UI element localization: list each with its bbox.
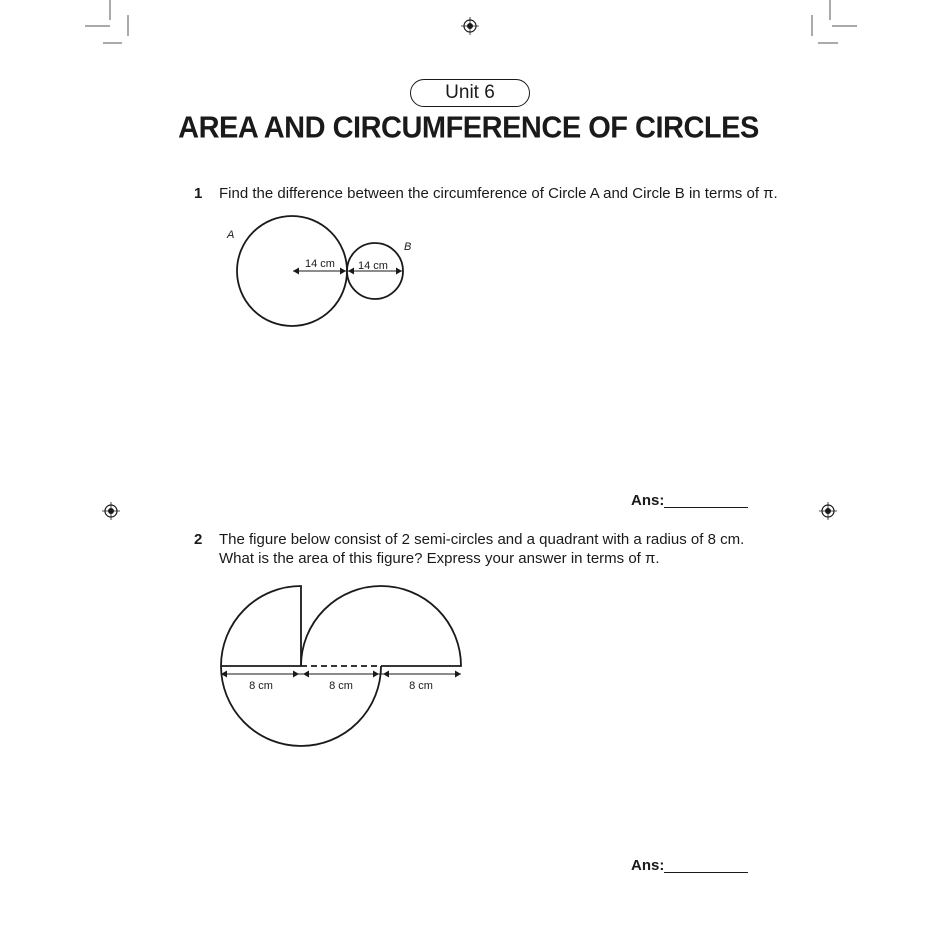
registration-mark-right <box>819 502 837 520</box>
arrowhead-icon <box>293 268 299 275</box>
question-1-figure <box>215 210 425 335</box>
page-title: AREA AND CIRCUMFERENCE OF CIRCLES <box>178 111 759 145</box>
diameter-b-label: 14 cm <box>358 260 388 272</box>
arrowhead-icon <box>383 671 389 678</box>
arrowhead-icon <box>293 671 299 678</box>
arrowhead-icon <box>348 268 354 275</box>
upper-semicircle <box>301 586 461 666</box>
arrowhead-icon <box>303 671 309 678</box>
arrowhead-icon <box>396 268 402 275</box>
question-2-answer-blank[interactable] <box>664 872 748 873</box>
question-1-answer-blank[interactable] <box>664 507 748 508</box>
question-1-text: Find the difference between the circumference of Circle A and Circle B in terms of π. <box>219 185 778 202</box>
arrowhead-icon <box>340 268 346 275</box>
circle-a-label: A <box>227 229 235 241</box>
question-2-answer-label: Ans: <box>631 857 665 874</box>
lower-semicircle <box>221 666 381 746</box>
question-2-text-line-1: The figure below consist of 2 semi-circles and a quadrant with a radius of 8 cm. <box>219 531 745 548</box>
quadrant-shape <box>221 586 301 666</box>
arrowhead-icon <box>373 671 379 678</box>
circle-b-label: B <box>404 241 412 253</box>
registration-mark-left <box>102 502 120 520</box>
registration-mark-top <box>461 17 479 35</box>
question-2-text-line-2: What is the area of this figure? Express your answer in terms of π. <box>219 550 660 567</box>
dimension-label-3: 8 cm <box>409 680 433 692</box>
question-1-number: 1 <box>194 185 203 202</box>
question-1-answer-label: Ans: <box>631 492 665 509</box>
dimension-label-2: 8 cm <box>329 680 353 692</box>
radius-a-label: 14 cm <box>305 258 335 270</box>
arrowhead-icon <box>455 671 461 678</box>
question-2-figure <box>210 575 475 760</box>
unit-label: Unit 6 <box>410 79 530 107</box>
dimension-label-1: 8 cm <box>249 680 273 692</box>
question-2-number: 2 <box>194 531 203 548</box>
